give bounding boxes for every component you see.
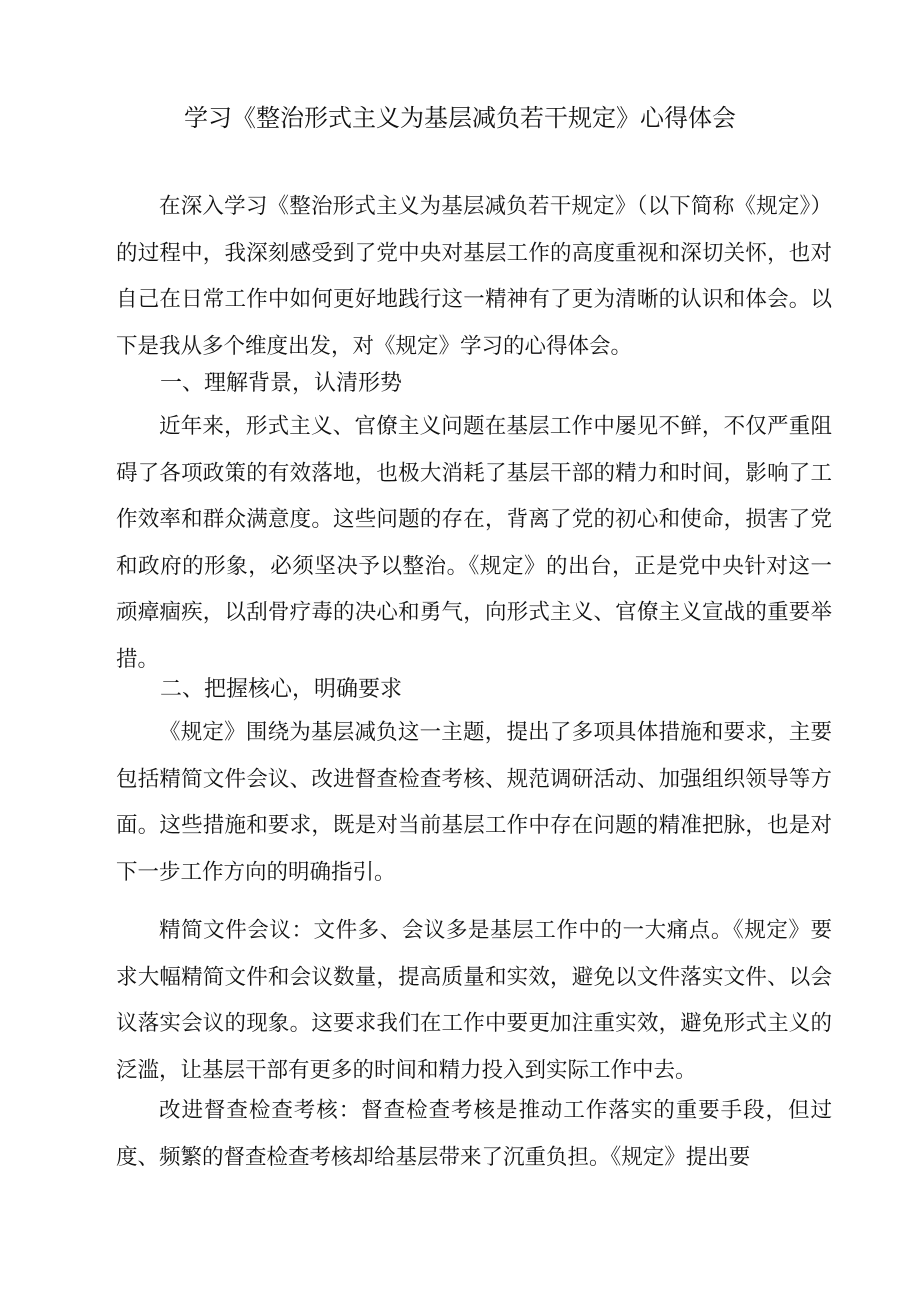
section-paragraph-background: 近年来，形式主义、官僚主义问题在基层工作中屡见不鲜，不仅严重阻碍了各项政策的有效落地，也极大消耗了基层干部的精力和时间，影响了工作效率和群众满意度。这些问题的存在，背离了党的初心和使命，损害了党和政府的形象，必须坚决予以整治。《规定》的出台，正是党中央针对这一顽瘴痼疾，以刮骨疗毒的决心和勇气，向形式主义、官僚主义宣战的重要举措。	[116, 414, 832, 672]
item-paragraph-simplify-meetings: 精简文件会议：文件多、会议多是基层工作中的一大痛点。《规定》要求大幅精简文件和会议数量，提高质量和实效，避免以文件落实文件、以会议落实会议的现象。这要求我们在工作中要更加注重实效，避免形式主义的泛滥，让基层干部有更多的时间和精力投入到实际工作中去。	[116, 918, 832, 1083]
section-paragraph-core: 《规定》围绕为基层减负这一主题，提出了多项具体措施和要求，主要包括精简文件会议、改进督查检查考核、规范调研活动、加强组织领导等方面。这些措施和要求，既是对当前基层工作中存在问题的精准把脉，也是对下一步工作方向的明确指引。	[116, 720, 832, 885]
document-title: 学习《整治形式主义为基层减负若干规定》心得体会	[184, 104, 736, 132]
intro-paragraph: 在深入学习《整治形式主义为基层减负若干规定》（以下简称《规定》）的过程中，我深刻感受到了党中央对基层工作的高度重视和深切关怀，也对自己在日常工作中如何更好地践行这一精神有了更为清晰的认识和体会。以下是我从多个维度出发，对《规定》学习的心得体会。	[116, 194, 832, 359]
section-heading-core: 二、把握核心，明确要求	[160, 677, 403, 702]
section-heading-background: 一、理解背景，认清形势	[160, 371, 403, 396]
item-paragraph-inspection: 改进督查检查考核：督查检查考核是推动工作落实的重要手段，但过度、频繁的督查检查考核却给基层带来了沉重负担。《规定》提出要	[116, 1098, 832, 1170]
